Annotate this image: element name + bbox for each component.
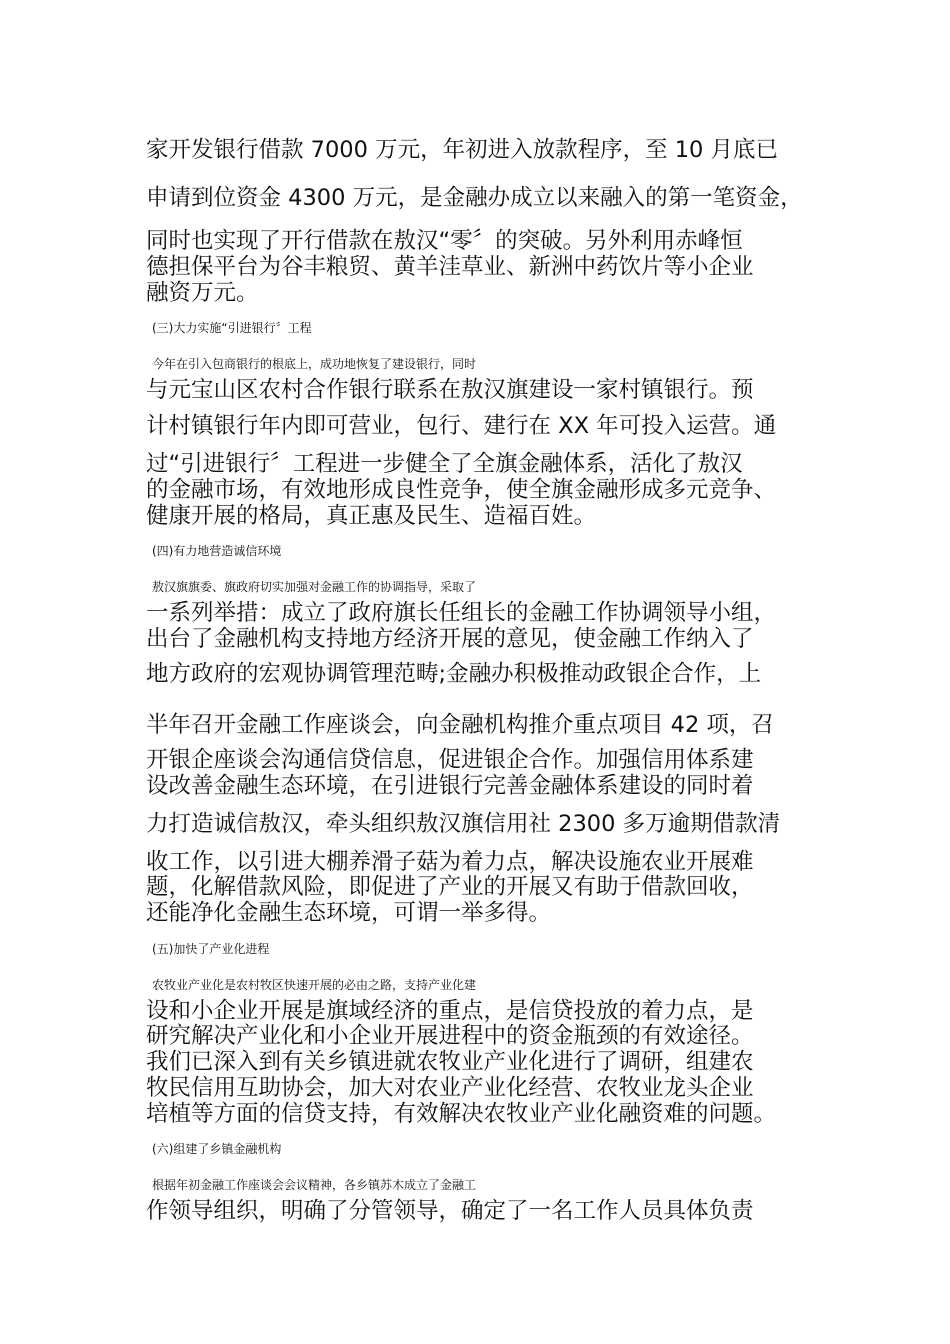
text-line: 德担保平台为谷丰粮贸、黄羊洼草业、新洲中药饮片等小企业 [146, 254, 754, 280]
text-line: 申请到位资金 4300 万元，是金融办成立以来融入的第一笔资金， [146, 185, 803, 211]
text-line: 家开发银行借款 7000 万元，年初进入放款程序，至 10 月底已 [146, 137, 779, 163]
text-line: 牧民信用互助协会，加大对农业产业化经营、农牧业龙头企业 [146, 1075, 754, 1101]
text-line: 今年在引入包商银行的根底上，成功地恢复了建设银行，同时 [152, 357, 477, 371]
text-line: 一系列举措：成立了政府旗长任组长的金融工作协调领导小组， [146, 600, 777, 626]
text-line: 计村镇银行年内即可营业，包行、建行在 XX 年可投入运营。通 [146, 413, 777, 439]
text-line: 融资万元。 [146, 280, 259, 306]
section-heading: (三)大力实施“引进银行〞工程 [152, 321, 312, 335]
text-line: 作领导组织，明确了分管领导，确定了一名工作人员具体负责 [146, 1198, 754, 1224]
text-line: 还能净化金融生态环境，可谓一举多得。 [146, 900, 552, 926]
text-line: 力打造诚信敖汉，牵头组织敖汉旗信用社 2300 多万逾期借款清 [146, 811, 781, 837]
text-line: 培植等方面的信贷支持，有效解决农牧业产业化融资难的问题。 [146, 1101, 777, 1127]
text-line: 设和小企业开展是旗域经济的重点，是信贷投放的着力点，是 [146, 998, 754, 1024]
text-line: 地方政府的宏观协调管理范畴;金融办积极推动政银企合作，上 [146, 661, 762, 687]
text-line: 收工作，以引进大棚养滑子菇为着力点，解决设施农业开展难 [146, 849, 754, 875]
text-line: 半年召开金融工作座谈会，向金融机构推介重点项目 42 项，召 [146, 712, 774, 738]
text-line: 出台了金融机构支持地方经济开展的意见，使金融工作纳入了 [146, 626, 754, 652]
text-line: 设改善金融生态环境，在引进银行完善金融体系建设的同时着 [146, 773, 754, 799]
text-line: 过“引进银行〞工程进一步健全了全旗金融体系，活化了敖汉 [146, 451, 743, 477]
text-line: 开银企座谈会沟通信贷信息，促进银企合作。加强信用体系建 [146, 747, 754, 773]
text-line: 敖汉旗旗委、旗政府切实加强对金融工作的协调指导，采取了 [152, 580, 477, 594]
text-line: 健康开展的格局，真正惠及民生、造福百姓。 [146, 503, 597, 529]
text-line: 的金融市场，有效地形成良性竞争，使全旗金融形成多元竞争、 [146, 477, 777, 503]
text-line: 农牧业产业化是农村牧区快速开展的必由之路，支持产业化建 [152, 978, 477, 992]
section-heading: (六)组建了乡镇金融机构 [152, 1142, 282, 1156]
section-heading: (四)有力地营造诚信环境 [152, 544, 282, 558]
text-line: 我们已深入到有关乡镇进就农牧业产业化进行了调研，组建农 [146, 1049, 754, 1075]
section-heading: (五)加快了产业化进程 [152, 942, 270, 956]
text-line: 研究解决产业化和小企业开展进程中的资金瓶颈的有效途径。 [146, 1023, 754, 1049]
text-line: 同时也实现了开行借款在敖汉“零〞的突破。另外利用赤峰恒 [146, 228, 743, 254]
text-line: 与元宝山区农村合作银行联系在敖汉旗建设一家村镇银行。预 [146, 377, 754, 403]
text-line: 根据年初金融工作座谈会会议精神，各乡镇苏木成立了金融工 [152, 1178, 477, 1192]
text-line: 题，化解借款风险，即促进了产业的开展又有助于借款回收， [146, 874, 754, 900]
